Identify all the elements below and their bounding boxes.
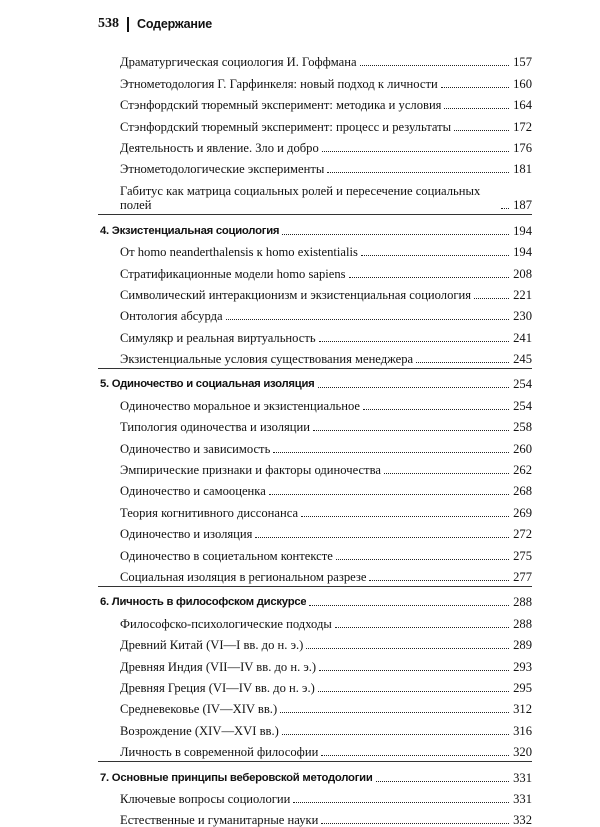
toc-entry[interactable] [98, 456, 532, 477]
toc-entry[interactable] [98, 498, 532, 519]
toc-entry-title: Символический интеракционизм и экзистенциальная социология [120, 287, 472, 302]
toc-entry-page: 277 [513, 569, 532, 584]
toc-entry-title: Теория когнитивного диссонанса [120, 505, 299, 520]
chapter-divider [98, 214, 532, 215]
toc-entry[interactable] [98, 345, 532, 366]
toc-entry-page: 268 [513, 484, 532, 499]
dot-leader [336, 559, 509, 560]
toc-entry[interactable] [98, 609, 532, 630]
toc-entry-page: 275 [513, 548, 532, 563]
toc-entry-title: Естественные и гуманитарные науки [120, 813, 319, 827]
toc-entry-page: 221 [513, 287, 532, 302]
dot-leader [319, 670, 509, 671]
toc-entry-page: 241 [513, 330, 532, 345]
toc-entry-page: 187 [513, 198, 532, 213]
toc-entry-title: Древний Китай (VI—I вв. до н. э.) [120, 638, 304, 653]
toc-entry-page: 176 [513, 140, 532, 155]
toc-entry-page: 208 [513, 266, 532, 281]
toc-entry[interactable] [98, 238, 532, 259]
toc-entry-page: 320 [513, 745, 532, 760]
dot-leader [269, 494, 509, 495]
dot-leader [321, 823, 509, 824]
toc-entry-title: Этнометодологические эксперименты [120, 162, 325, 177]
toc-chapter-page: 288 [513, 595, 532, 610]
toc-chapter-title: 6. Личность в философском дискурсе [100, 596, 307, 609]
dot-leader [501, 208, 509, 209]
dot-leader [441, 87, 509, 88]
toc-entry[interactable] [98, 413, 532, 434]
toc-entry-title: Древняя Индия (VII—IV вв. до н. э.) [120, 659, 317, 674]
dot-leader [360, 65, 509, 66]
toc-chapter[interactable] [98, 216, 532, 237]
toc-entry[interactable] [98, 434, 532, 455]
toc-entry-page: 312 [513, 702, 532, 717]
dot-leader [361, 255, 509, 256]
dot-leader [376, 781, 509, 782]
toc-chapter[interactable] [98, 370, 532, 391]
toc-entry-title: Личность в современной философии [120, 745, 319, 760]
toc-entry-title: Одиночество и самооценка [120, 484, 266, 499]
toc-entry-page: 262 [513, 463, 532, 478]
toc-entry-page: 230 [513, 309, 532, 324]
toc-entry-title: Эмпирические признаки и факторы одиночества [120, 463, 381, 478]
toc-entry-page: 332 [513, 813, 532, 827]
dot-leader [363, 409, 509, 410]
toc-entry-title: Драматургическая социология И. Гоффмана [120, 55, 357, 70]
toc-entry-title: От homo neanderthalensis к homo existentialis [120, 245, 358, 260]
toc-entry-title: Одиночество в социетальном контексте [120, 548, 333, 563]
dot-leader [416, 362, 509, 363]
toc-entry-page: 194 [513, 245, 532, 260]
toc-entry-page: 254 [513, 398, 532, 413]
toc-entry-title: Симулякр и реальная виртуальность [120, 330, 316, 345]
toc-entry-title: Одиночество и зависимость [120, 441, 271, 456]
running-header [98, 12, 212, 36]
toc-entry[interactable] [98, 323, 532, 344]
dot-leader [255, 537, 509, 538]
toc-entry[interactable] [98, 785, 532, 806]
toc-entry-title: Экзистенциальные условия существования менеджера [120, 352, 414, 367]
toc-entry[interactable] [98, 674, 532, 695]
toc-entry-page: 172 [513, 119, 532, 134]
dot-leader [226, 319, 509, 320]
toc-entry-title: Одиночество и изоляция [120, 527, 253, 542]
toc-chapter-page: 194 [513, 223, 532, 238]
toc-entry[interactable] [98, 48, 532, 69]
toc-entry-page: 258 [513, 420, 532, 435]
toc-entry-page: 164 [513, 98, 532, 113]
dot-leader [321, 755, 509, 756]
toc-entry-title: Возрождение (XIV—XVI вв.) [120, 723, 279, 738]
dot-leader [282, 234, 509, 235]
toc-entry[interactable] [98, 716, 532, 737]
page-number: 538 [98, 16, 119, 31]
toc-entry-page: 181 [513, 162, 532, 177]
toc-entry[interactable] [98, 259, 532, 280]
toc-entry-page: 289 [513, 638, 532, 653]
dot-leader [349, 277, 509, 278]
dot-leader [293, 802, 509, 803]
toc-entry[interactable] [98, 134, 532, 155]
header-separator [127, 17, 129, 32]
toc-entry[interactable] [98, 302, 532, 323]
toc-entry[interactable] [98, 391, 532, 412]
dot-leader [282, 734, 509, 735]
toc-chapter-page: 331 [513, 770, 532, 785]
chapter-divider [98, 761, 532, 762]
toc-entry[interactable] [98, 91, 532, 112]
toc-entry-page: 316 [513, 723, 532, 738]
toc-entry-page: 331 [513, 791, 532, 806]
toc-entry-title: Древняя Греция (VI—IV вв. до н. э.) [120, 680, 315, 695]
toc-chapter-title: 7. Основные принципы веберовской методологии [100, 771, 373, 784]
dot-leader [309, 605, 509, 606]
toc-chapter[interactable] [98, 763, 532, 784]
toc-entry[interactable] [98, 176, 532, 212]
toc-entry[interactable] [98, 520, 532, 541]
dot-leader [273, 452, 509, 453]
toc-entry[interactable] [98, 631, 532, 652]
toc-entry-title: Ключевые вопросы социологии [120, 791, 291, 806]
dot-leader [327, 172, 509, 173]
dot-leader [280, 712, 509, 713]
toc-entry-title: Стратификационные модели homo sapiens [120, 266, 346, 281]
toc-entry[interactable] [98, 695, 532, 716]
toc-entry-page: 260 [513, 441, 532, 456]
toc-entry-page: 293 [513, 659, 532, 674]
dot-leader [444, 108, 509, 109]
chapter-divider [98, 586, 532, 587]
toc-entry-page: 160 [513, 76, 532, 91]
toc-entry-page: 245 [513, 352, 532, 367]
toc-entry[interactable] [98, 155, 532, 176]
toc-entry-title: Этнометодология Г. Гарфинкеля: новый подход к личности [120, 76, 438, 91]
dot-leader [306, 648, 509, 649]
toc-entry-title: Одиночество моральное и экзистенциальное [120, 398, 361, 413]
dot-leader [301, 516, 509, 517]
toc-entry[interactable] [98, 806, 532, 827]
dot-leader [318, 691, 509, 692]
toc-entry[interactable] [98, 563, 532, 584]
dot-leader [319, 341, 509, 342]
toc-entry-title: Философско-психологические подходы [120, 616, 332, 631]
running-title: Содержание [137, 17, 213, 31]
toc-entry[interactable] [98, 69, 532, 90]
toc-entry-title: Типология одиночества и изоляции [120, 420, 311, 435]
toc-entry-page: 269 [513, 505, 532, 520]
toc-chapter[interactable] [98, 588, 532, 609]
dot-leader [335, 627, 509, 628]
toc-entry[interactable] [98, 541, 532, 562]
dot-leader [318, 387, 509, 388]
dot-leader [369, 580, 509, 581]
toc-entry[interactable] [98, 477, 532, 498]
toc-entry-page: 295 [513, 680, 532, 695]
dot-leader [322, 151, 509, 152]
toc-entry[interactable] [98, 652, 532, 673]
toc-entry[interactable] [98, 738, 532, 759]
toc-entry-title: Деятельность и явление. Зло и добро [120, 140, 319, 155]
toc-entry-page: 272 [513, 527, 532, 542]
chapter-divider [98, 368, 532, 369]
dot-leader [384, 473, 509, 474]
table-of-contents [98, 48, 532, 827]
toc-entry[interactable] [98, 281, 532, 302]
dot-leader [313, 430, 509, 431]
toc-entry-title: Габитус как матрица социальных ролей и пересечение социальных полей [120, 184, 481, 213]
dot-leader [454, 130, 509, 131]
toc-entry[interactable] [98, 112, 532, 133]
toc-entry-page: 157 [513, 55, 532, 70]
toc-chapter-title: 4. Экзистенциальная социология [100, 224, 280, 237]
toc-entry-title: Социальная изоляция в региональном разрезе [120, 569, 367, 584]
toc-chapter-title: 5. Одиночество и социальная изоляция [100, 378, 315, 391]
toc-entry-title: Стэнфордский тюремный эксперимент: процесс и результаты [120, 119, 452, 134]
toc-entry-page: 288 [513, 616, 532, 631]
toc-entry-title: Стэнфордский тюремный эксперимент: методика и условия [120, 98, 442, 113]
toc-chapter-page: 254 [513, 377, 532, 392]
toc-entry-title: Средневековье (IV—XIV вв.) [120, 702, 278, 717]
dot-leader [474, 298, 509, 299]
toc-entry-title: Онтология абсурда [120, 309, 223, 324]
